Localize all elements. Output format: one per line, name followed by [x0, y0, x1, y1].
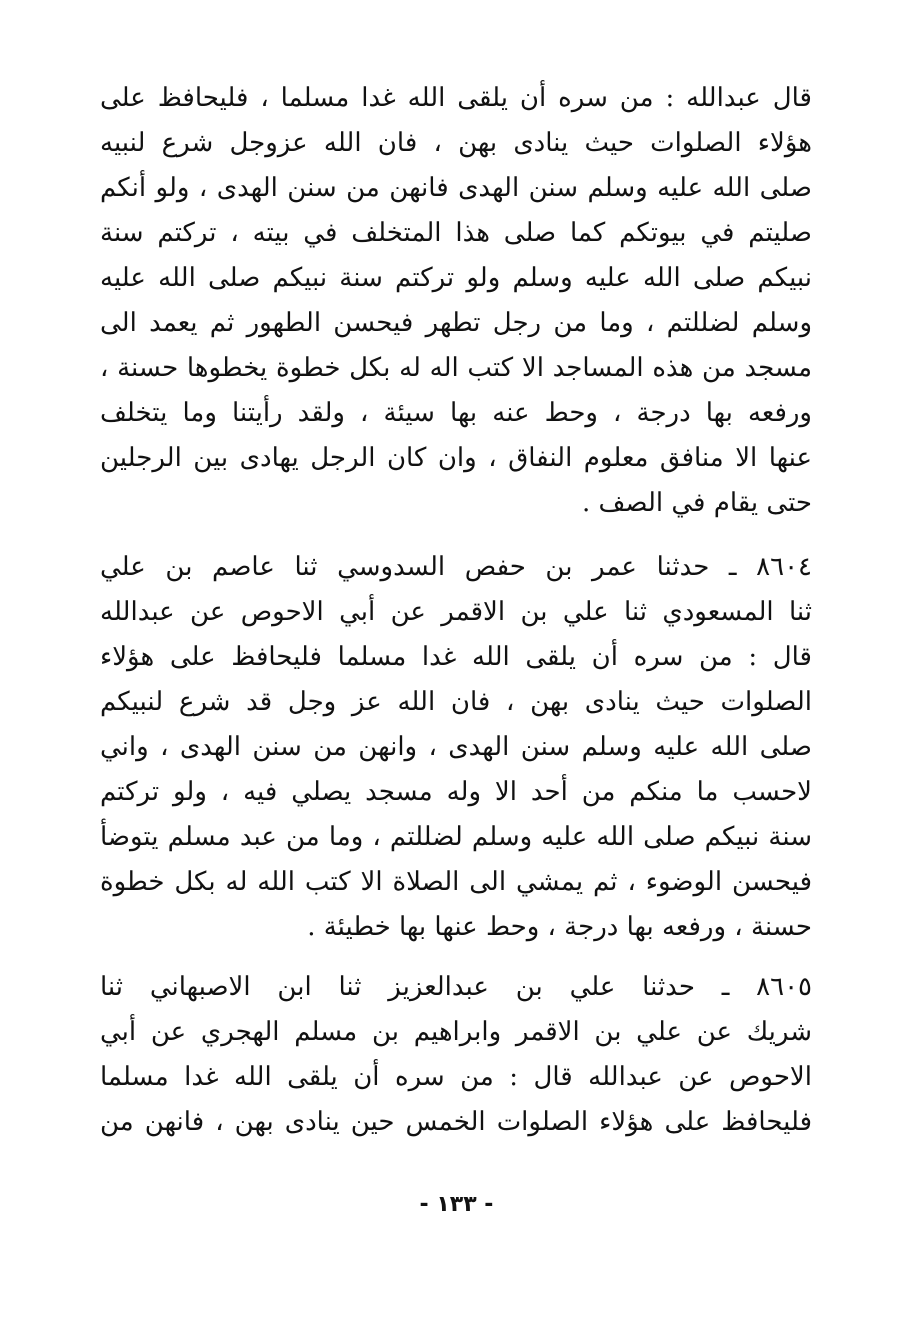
text-line: قال عبدالله : من سره أن يلقى الله غدا مسلما ، فليحافظ على	[100, 83, 812, 113]
text-line: ثنا المسعودي ثنا علي بن الاقمر عن أبي الاحوص عن عبدالله	[100, 597, 812, 627]
text-line: صليتم في بيوتكم كما صلى هذا المتخلف في بيته ، تركتم سنة	[100, 218, 812, 248]
text-line: فيحسن الوضوء ، ثم يمشي الى الصلاة الا كتب الله له بكل خطوة	[100, 867, 812, 897]
text-line: هؤلاء الصلوات حيث ينادى بهن ، فان الله عزوجل شرع لنبيه	[100, 128, 812, 158]
text-line: مسجد من هذه المساجد الا كتب اله له بكل خطوة يخطوها حسنة ،	[100, 353, 812, 383]
text-line: شريك عن علي بن الاقمر وابراهيم بن مسلم الهجري عن أبي	[100, 1017, 812, 1047]
paragraph-2	[100, 545, 812, 950]
text-line: عنها الا منافق معلوم النفاق ، وان كان الرجل يهادى بين الرجلين	[100, 443, 812, 473]
text-line: الصلوات حيث ينادى بهن ، فان الله عز وجل قد شرع لنبيكم	[100, 687, 812, 717]
text-line: لاحسب ما منكم من أحد الا وله مسجد يصلي فيه ، ولو تركتم	[100, 777, 812, 807]
text-line: فليحافظ على هؤلاء الصلوات الخمس حين ينادى بهن ، فانهن من	[100, 1107, 812, 1137]
paragraph-1	[100, 76, 812, 526]
text-line: قال : من سره أن يلقى الله غدا مسلما فليحافظ على هؤلاء	[100, 642, 812, 672]
text-line: نبيكم صلى الله عليه وسلم ولو تركتم سنة نبيكم صلى الله عليه	[100, 263, 812, 293]
text-line: الاحوص عن عبدالله قال : من سره أن يلقى الله غدا مسلما	[100, 1062, 812, 1092]
text-line: حتى يقام في الصف .	[581, 488, 812, 518]
paragraph-3	[100, 965, 812, 1145]
text-line: وسلم لضللتم ، وما من رجل تطهر فيحسن الطهور ثم يعمد الى	[100, 308, 812, 338]
text-line: صلى الله عليه وسلم سنن الهدى ، وانهن من سنن الهدى ، واني	[100, 732, 812, 762]
text-line: صلى الله عليه وسلم سنن الهدى فانهن من سنن الهدى ، ولو أنكم	[100, 173, 812, 203]
text-line: ورفعه بها درجة ، وحط عنه بها سيئة ، ولقد رأيتنا وما يتخلف	[100, 398, 812, 428]
text-line: ٨٦٠٤ ـ حدثنا عمر بن حفص السدوسي ثنا عاصم بن علي	[100, 552, 812, 582]
text-line: ٨٦٠٥ ـ حدثنا علي بن عبدالعزيز ثنا ابن الاصبهاني ثنا	[100, 972, 812, 1002]
text-line: حسنة ، ورفعه بها درجة ، وحط عنها بها خطيئة .	[307, 912, 812, 942]
text-line: سنة نبيكم صلى الله عليه وسلم لضللتم ، وما من عبد مسلم يتوضأ	[100, 822, 812, 852]
page-number: - ١٣٣ -	[419, 1192, 494, 1217]
